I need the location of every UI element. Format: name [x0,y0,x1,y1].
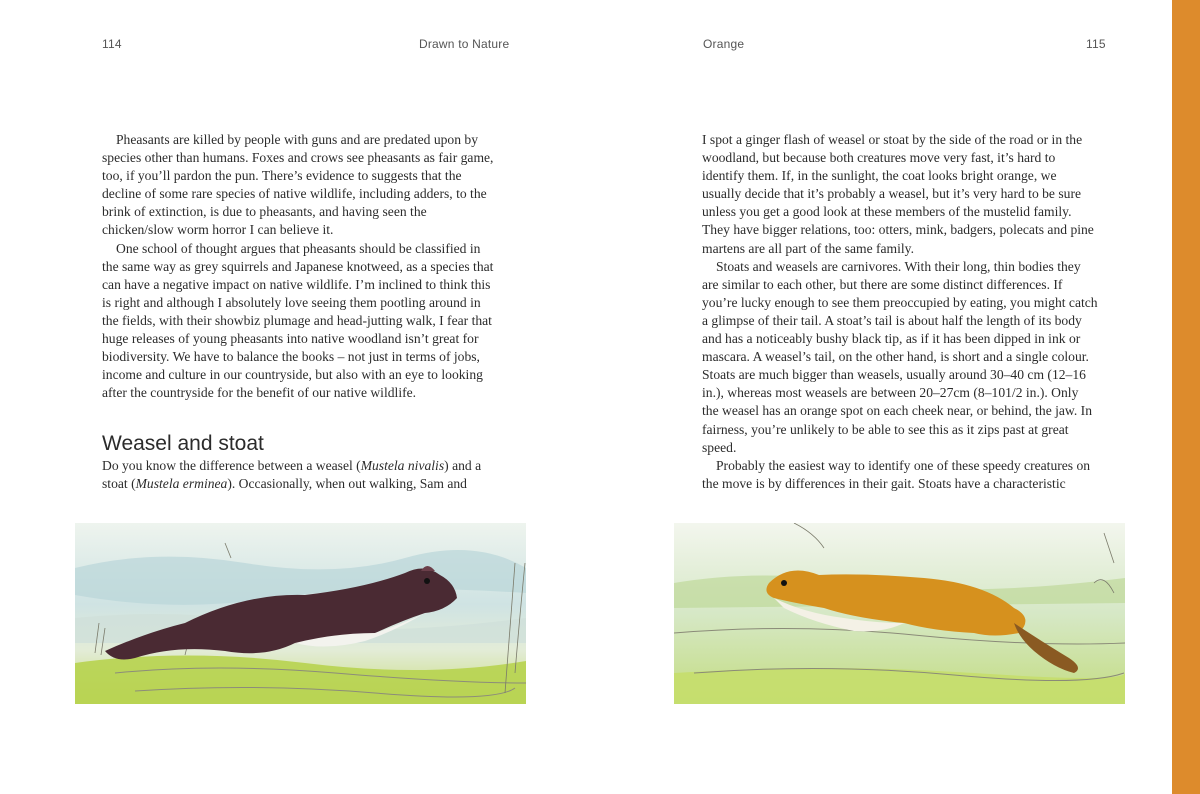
latin-name: Mustela erminea [135,476,228,492]
paragraph: Do you know the difference between a weasel (Mustela nivalis) and a stoat (Mustela erminea). Occasionally, when out walking, Sam and [102,458,482,492]
latin-name: Mustela nivalis [360,458,445,473]
section-heading: Weasel and stoat [102,432,264,455]
running-title: Orange [703,37,745,51]
chapter-color-tab [1172,0,1200,794]
stoat-illustration [674,523,1125,704]
weasel-illustration [75,523,526,704]
paragraph: One school of thought argues that pheasants should be classified in the same way as grey squirrels and Japanese knotweed, as a species that can have a negative impact on native wildlife. I’m inclined to think this is right and although I absolutely love seeing them pootling around in the fields, with their showbiz plumage and head-jutting walk, I fear that huge releases of young pheasants into native woodland isn’t great for biodiversity. We have to balance the books – not just in terms of jobs, income and culture in our countryside, but also with an eye to looking after the countryside for the benefit of our native wildlife. [102,240,494,401]
section-text [102,457,498,493]
paragraph: Probably the easiest way to identify one of these speedy creatures on the move is by differences in their gait. Stoats have a characteristic [702,457,1091,491]
paragraph: I spot a ginger flash of weasel or stoat by the side of the road or in the woodland, but because both creatures move very fast, it’s hard to identify them. If, in the sunlight, the coat looks bright orange, we usually decide that it’s probably a weasel, but it’s very hard to be sure unless you get a good look at these members of the mustelid family. They have bigger relations, too: otters, mink, badgers, polecats and pine martens are all part of the same family. [702,132,1094,256]
running-title: Drawn to Nature [419,37,510,51]
body-text [102,131,498,402]
page-number: 115 [1086,37,1106,51]
page-number: 114 [102,37,122,51]
paragraph: Stoats and weasels are carnivores. With their long, thin bodies they are similar to each other, but there are some distinct differences. If you’re lucky enough to see them preoccupied by eating, you might catch a glimpse of their tail. A stoat’s tail is about half the length of its body and has a noticeably bushy black tip, as if it has been dipped in ink or mascara. A weasel’s tail, on the other hand, is short and a single colour. Stoats are much bigger than weasels, usually around 30–40 cm (12–16 in.), whereas most weasels are between 20–27cm (8–101/2 in.). Only the weasel has an orange spot on each cheek near, or behind, the jaw. In fairness, you’re unlikely to be able to see this as it zips past at great speed. [702,258,1098,455]
body-text [702,131,1098,493]
paragraph: Pheasants are killed by people with guns and are predated upon by species other than humans. Foxes and crows see pheasants as fair game, too, if you’ll pardon the pun. There’s evidence to suggests that the decline of some rare species of native wildlife, including adders, to the brink of extinction, is due to pheasants, and having seen the chicken/slow worm horror I can believe it. [102,132,494,238]
right-page [600,0,1172,794]
